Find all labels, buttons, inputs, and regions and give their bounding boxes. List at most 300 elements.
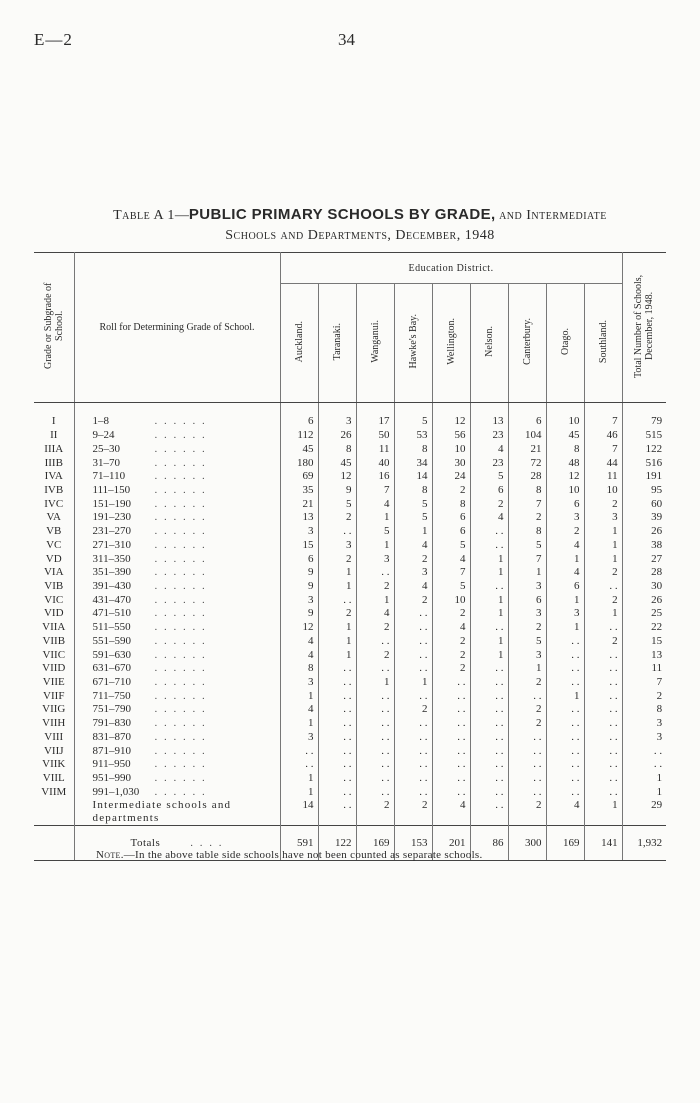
district-count-cell: 2 [432,648,470,662]
roll-cell [74,593,280,607]
district-count-cell: . . [318,689,356,703]
table-header [34,253,666,416]
district-count-cell: . . [584,731,622,745]
district-count-cell: 8 [546,442,584,456]
district-count-cell: . . [470,744,508,758]
district-count-cell: . . [470,538,508,552]
table-row [34,689,666,703]
district-count-cell: 4 [356,497,394,511]
district-count-cell: . . [470,758,508,772]
roll-range: 991–1,030 [92,785,140,798]
table-row [34,511,666,525]
district-count-cell: . . [470,731,508,745]
district-total-cell: 169 [546,826,584,861]
leader-dots: . . . . . . [154,566,207,579]
grade-cell: VID [34,607,74,621]
roll-cell [74,470,280,484]
header-education-district: Education District. [280,253,622,284]
district-count-cell: . . [394,717,432,731]
district-count-cell: 14 [280,799,318,826]
grade-cell: VD [34,552,74,566]
district-count-cell: . . [432,689,470,703]
roll-range: 951–990 [92,772,131,785]
district-total-cell: 201 [432,826,470,861]
district-total-cell: 153 [394,826,432,861]
roll-range: 911–950 [92,758,131,771]
district-count-cell: 2 [318,511,356,525]
district-count-cell: 5 [356,525,394,539]
district-count-cell: . . [546,662,584,676]
district-count-cell: 5 [470,470,508,484]
district-count-cell: 4 [280,703,318,717]
district-count-cell: . . [546,648,584,662]
grade-cell: VIID [34,662,74,676]
district-count-cell: . . [470,580,508,594]
district-count-cell: 6 [432,511,470,525]
district-count-cell: 5 [394,497,432,511]
header-district: Nelson. [470,284,508,403]
table-row [34,635,666,649]
district-count-cell: . . [432,676,470,690]
grade-cell: VA [34,511,74,525]
total-count-cell: 13 [651,648,663,661]
district-count-cell: . . [394,635,432,649]
grade-cell: IVA [34,470,74,484]
grade-cell [34,826,74,861]
grade-cell: IIIA [34,442,74,456]
district-count-cell: 1 [394,525,432,539]
header-district: Wanganui. [356,284,394,403]
district-count-cell: 1 [318,635,356,649]
roll-range: 231–270 [92,525,131,538]
header-total: Total Number of Schools, December, 1948. [622,253,666,403]
district-count-cell: . . [584,744,622,758]
district-count-cell: 3 [280,676,318,690]
district-count-cell: 1 [508,662,546,676]
grade-cell: VIIL [34,772,74,786]
district-count-cell: 3 [394,566,432,580]
district-count-cell: 8 [280,662,318,676]
district-count-cell: 44 [584,456,622,470]
page-number: 34 [338,30,355,49]
district-total-cell: 141 [584,826,622,861]
district-count-cell: 2 [394,593,432,607]
district-count-cell: 2 [508,511,546,525]
district-count-cell: . . [584,580,622,594]
district-count-cell: 1 [318,648,356,662]
leader-dots: . . . . . . [154,662,207,675]
district-count-cell: 56 [432,429,470,443]
district-count-cell: 17 [356,415,394,429]
district-count-cell: 4 [546,566,584,580]
leader-dots: . . . . . . [154,634,207,647]
total-count-cell: . . [653,758,663,771]
district-count-cell: . . [470,703,508,717]
grade-cell: VIIB [34,635,74,649]
district-count-cell: . . [584,717,622,731]
roll-cell [74,538,280,552]
leader-dots: . . . . . . [154,511,207,524]
district-count-cell: . . [584,785,622,799]
roll-range: 111–150 [92,483,131,496]
grade-cell: VIIC [34,648,74,662]
district-count-cell: . . [394,621,432,635]
district-count-cell: 9 [280,580,318,594]
table-title-lead: Table A 1 [113,208,175,223]
district-count-cell: 3 [318,538,356,552]
district-count-cell: . . [432,703,470,717]
grade-cell: VIB [34,580,74,594]
district-total-cell: 169 [356,826,394,861]
district-count-cell: 12 [280,621,318,635]
district-count-cell: . . [508,744,546,758]
district-count-cell: 2 [546,525,584,539]
district-count-cell: 4 [432,621,470,635]
leader-dots: . . . . . . [154,703,207,716]
district-count-cell: . . [584,676,622,690]
grade-cell: IIIB [34,456,74,470]
district-count-cell: . . [394,731,432,745]
totals-label: Totals [130,836,161,849]
leader-dots: . . . . . . [154,470,207,483]
district-count-cell: 2 [432,607,470,621]
district-count-cell: 1 [584,538,622,552]
table-row [34,456,666,470]
district-count-cell: 45 [318,456,356,470]
district-count-cell: 9 [280,607,318,621]
district-count-cell: . . [394,744,432,758]
district-count-cell: . . [356,744,394,758]
roll-cell [74,552,280,566]
table-row [34,648,666,662]
district-count-cell: 8 [432,497,470,511]
grade-cell [34,799,74,826]
roll-range: 431–470 [92,593,131,606]
table-row [34,484,666,498]
district-count-cell: . . [546,785,584,799]
district-count-cell: 2 [432,484,470,498]
roll-cell [74,511,280,525]
table-row [34,785,666,799]
district-count-cell: 7 [584,415,622,429]
district-count-cell: 3 [508,580,546,594]
district-count-cell: . . [508,758,546,772]
district-count-cell: 1 [584,799,622,826]
district-count-cell: . . [546,731,584,745]
district-count-cell: 10 [432,442,470,456]
district-total-cell: 300 [508,826,546,861]
grade-cell: II [34,429,74,443]
district-count-cell: 21 [508,442,546,456]
grade-cell: VIIG [34,703,74,717]
district-count-cell: 10 [432,593,470,607]
district-count-cell: 3 [546,607,584,621]
district-count-cell: 2 [508,621,546,635]
district-count-cell: 13 [470,415,508,429]
grades-table [34,252,666,861]
leader-dots: . . . . . . [154,621,207,634]
roll-cell [74,580,280,594]
district-count-cell: 2 [356,799,394,826]
total-count-cell: 39 [651,511,663,524]
district-count-cell: 4 [394,580,432,594]
district-count-cell: . . [356,731,394,745]
district-count-cell: 6 [432,525,470,539]
district-count-cell: . . [356,566,394,580]
leader-dots: . . . . [190,836,224,849]
district-count-cell: . . [394,758,432,772]
district-count-cell: . . [470,799,508,826]
district-count-cell: . . [584,703,622,717]
district-count-cell: . . [584,758,622,772]
district-count-cell: 4 [546,538,584,552]
district-count-cell: 50 [356,429,394,443]
total-count-cell: 26 [651,525,663,538]
grand-total-cell: 1,932 [622,826,666,861]
district-count-cell: . . [318,772,356,786]
roll-range: 511–550 [92,621,131,634]
district-count-cell: 1 [356,676,394,690]
leader-dots: . . . . . . [154,415,207,428]
district-count-cell: 2 [318,607,356,621]
roll-range: 271–310 [92,538,131,551]
total-count-cell: 3 [656,717,663,730]
leader-dots: . . . . . . [154,772,207,785]
total-count-cell: . . [653,744,663,757]
district-count-cell: 2 [394,799,432,826]
district-count-cell: 10 [546,415,584,429]
roll-cell [74,525,280,539]
district-count-cell: 104 [508,429,546,443]
roll-cell [74,731,280,745]
district-count-cell: 15 [280,538,318,552]
total-count-cell: 1 [656,772,663,785]
district-count-cell: 2 [432,662,470,676]
total-count-cell: 38 [651,538,663,551]
district-count-cell: . . [356,785,394,799]
district-count-cell: . . [470,785,508,799]
district-count-cell: 1 [584,607,622,621]
intermediate-row [34,799,666,826]
grade-cell: VIIE [34,676,74,690]
district-count-cell: 5 [508,538,546,552]
district-count-cell: . . [356,758,394,772]
grade-cell: VIIF [34,689,74,703]
roll-cell [74,484,280,498]
roll-range: 831–870 [92,730,131,743]
district-count-cell: 13 [280,511,318,525]
total-count-cell: 1 [656,785,663,798]
district-count-cell: 1 [470,552,508,566]
district-count-cell: 4 [432,552,470,566]
leader-dots: . . . . . . [154,525,207,538]
leader-dots: . . . . . . [154,785,207,798]
leader-dots: . . . . . . [154,456,207,469]
district-count-cell: 5 [394,511,432,525]
leader-dots: . . . . . . [154,552,207,565]
leader-dots: . . . . . . [154,730,207,743]
district-count-cell: 4 [280,648,318,662]
district-count-cell: . . [356,717,394,731]
district-count-cell: . . [546,772,584,786]
grade-cell: VIIA [34,621,74,635]
table-title-main: PUBLIC PRIMARY SCHOOLS BY GRADE, [188,206,496,223]
roll-cell [74,497,280,511]
district-count-cell: 3 [546,511,584,525]
district-count-cell: . . [546,635,584,649]
total-count-cell: 11 [651,662,663,675]
district-count-cell: 1 [318,621,356,635]
header-district: Otago. [546,284,584,403]
district-count-cell: 2 [584,566,622,580]
district-count-cell: 40 [356,456,394,470]
district-count-cell: . . [318,525,356,539]
leader-dots: . . . . . . [154,648,207,661]
note-text: .—In the above table side schools have not been counted as separate schools. [120,849,483,861]
roll-cell [74,607,280,621]
district-count-cell: 1 [470,635,508,649]
district-count-cell: 1 [318,580,356,594]
district-count-cell: . . [318,593,356,607]
total-count-cell: 3 [656,730,663,743]
roll-range: 871–910 [92,744,131,757]
leader-dots: . . . . . . [154,607,207,620]
table-row [34,580,666,594]
district-count-cell: . . [432,772,470,786]
roll-range: 71–110 [92,470,126,483]
district-count-cell: 30 [432,456,470,470]
district-count-cell: 48 [546,456,584,470]
table-row [34,731,666,745]
district-count-cell: 6 [546,497,584,511]
district-count-cell: 7 [508,497,546,511]
district-count-cell: 4 [470,511,508,525]
district-count-cell: 3 [584,511,622,525]
district-count-cell: 12 [546,470,584,484]
table-row [34,621,666,635]
district-count-cell: . . [508,772,546,786]
district-count-cell: 8 [508,484,546,498]
total-count-cell: 27 [651,552,663,565]
roll-range: 671–710 [92,676,131,689]
table-row [34,593,666,607]
district-count-cell: 2 [356,580,394,594]
total-count-cell: 516 [645,456,663,469]
table-row [34,758,666,772]
district-count-cell: 4 [280,635,318,649]
district-count-cell: 16 [356,470,394,484]
district-count-cell: . . [470,621,508,635]
district-count-cell: 24 [432,470,470,484]
total-count-cell: 191 [645,470,663,483]
district-count-cell: 1 [584,552,622,566]
roll-range: 471–510 [92,607,131,620]
district-count-cell: 1 [546,593,584,607]
leader-dots: . . . . . . [154,579,207,592]
district-count-cell: 3 [280,731,318,745]
district-count-cell: 14 [394,470,432,484]
district-count-cell: 34 [394,456,432,470]
district-count-cell: 11 [584,470,622,484]
district-count-cell: 8 [394,484,432,498]
district-count-cell: 23 [470,456,508,470]
district-count-cell: 23 [470,429,508,443]
leader-dots: . . . . . . [154,593,207,606]
district-count-cell: 1 [280,689,318,703]
district-count-cell: . . [508,785,546,799]
district-count-cell: 4 [356,607,394,621]
total-count-cell: 7 [656,676,663,689]
header-district: Hawke's Bay. [394,284,432,403]
header-district: Wellington. [432,284,470,403]
roll-cell [74,566,280,580]
district-count-cell: 180 [280,456,318,470]
roll-cell [74,621,280,635]
district-count-cell: 5 [432,538,470,552]
district-count-cell: 53 [394,429,432,443]
district-count-cell: 9 [318,484,356,498]
table-row [34,470,666,484]
header-district: Canterbury. [508,284,546,403]
total-count-cell: 8 [656,703,663,716]
roll-cell [74,689,280,703]
district-count-cell: . . [394,772,432,786]
table-row [34,525,666,539]
district-count-cell: . . [318,662,356,676]
district-total-cell: 591 [280,826,318,861]
district-count-cell: 2 [584,593,622,607]
district-count-cell: 10 [584,484,622,498]
table-title-dash: — [174,208,189,223]
district-count-cell: 1 [280,717,318,731]
district-count-cell: . . [280,758,318,772]
district-count-cell: . . [280,744,318,758]
district-count-cell: 45 [546,429,584,443]
leader-dots: . . . . . . [154,717,207,730]
district-count-cell: 10 [546,484,584,498]
district-count-cell: 1 [356,593,394,607]
district-count-cell: . . [546,717,584,731]
district-count-cell: . . [318,676,356,690]
district-count-cell: 1 [584,525,622,539]
grade-cell: VIII [34,731,74,745]
district-count-cell: 3 [280,525,318,539]
district-count-cell: 6 [546,580,584,594]
roll-range: 351–390 [92,566,131,579]
district-count-cell: . . [318,758,356,772]
header-roll: Roll for Determining Grade of School. [74,253,280,403]
district-count-cell: 3 [508,648,546,662]
district-count-cell: 3 [280,593,318,607]
district-count-cell: 8 [318,442,356,456]
roll-cell [74,676,280,690]
district-count-cell: . . [508,731,546,745]
table-body [34,415,666,861]
district-count-cell: 1 [546,621,584,635]
district-count-cell: 2 [356,621,394,635]
grade-cell: IVB [34,484,74,498]
district-count-cell: . . [584,648,622,662]
district-count-cell: 1 [470,607,508,621]
district-count-cell: . . [546,744,584,758]
district-count-cell: 2 [394,552,432,566]
district-count-cell: 4 [470,442,508,456]
district-count-cell: 4 [432,799,470,826]
roll-cell [74,648,280,662]
district-count-cell: . . [394,689,432,703]
leader-dots: . . . . . . [154,538,207,551]
district-count-cell: 2 [394,703,432,717]
